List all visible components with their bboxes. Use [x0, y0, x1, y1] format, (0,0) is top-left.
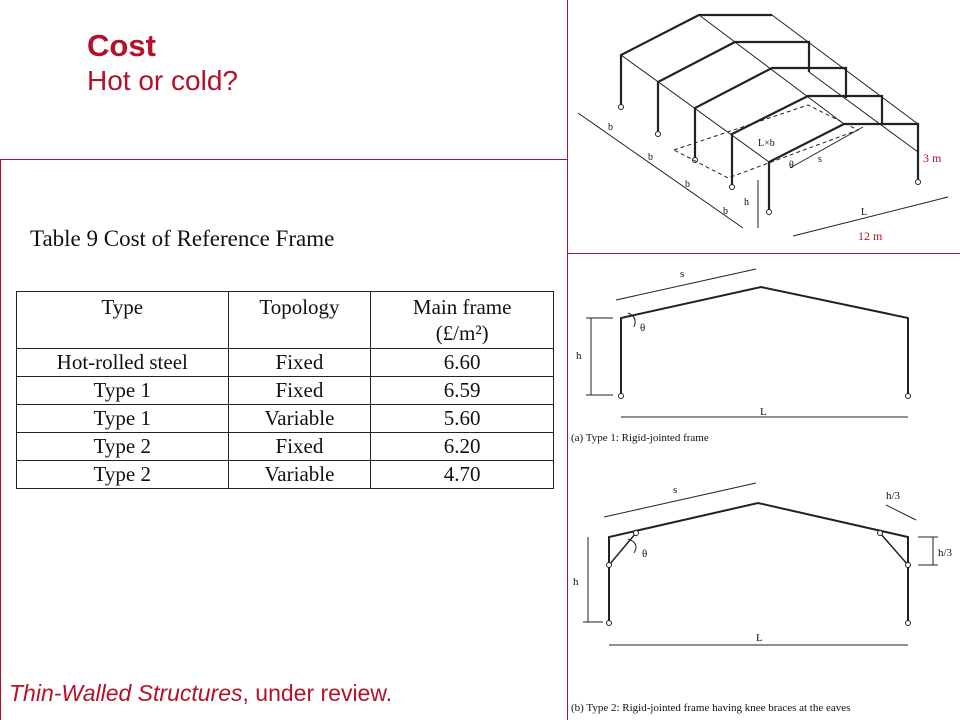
- type1-frame-diagram: [568, 255, 960, 455]
- citation-rest: , under review.: [242, 680, 393, 706]
- label-hf: h: [744, 197, 749, 208]
- label-bf-2: b: [648, 152, 653, 163]
- type2-dim-lines: [583, 483, 938, 645]
- divider-right-horizontal: [568, 253, 960, 254]
- frame-1: [621, 15, 772, 105]
- cell-cost: 6.20: [371, 433, 554, 461]
- type2-label-theta: θ: [642, 548, 648, 560]
- cell-type: Hot-rolled steel: [17, 349, 229, 377]
- type2-frame-diagram: [568, 465, 960, 720]
- citation: [9, 680, 392, 707]
- citation-journal: Thin-Walled Structures: [9, 680, 243, 706]
- cost-table: [16, 291, 554, 489]
- header-unit: (£/m²): [435, 321, 489, 345]
- table-row: [17, 349, 554, 377]
- header-type: Type: [17, 292, 229, 349]
- type2-caption: (b) Type 2: Rigid-jointed frame having knee braces at the eaves: [571, 702, 851, 714]
- type2-label-h: h: [573, 576, 579, 588]
- header-main-frame-label: Main frame: [412, 295, 512, 319]
- table-header-row: [17, 292, 554, 349]
- type1-label-l: L: [760, 406, 767, 418]
- cell-type: Type 2: [17, 433, 229, 461]
- divider-horizontal: [0, 159, 567, 160]
- type1-frame: [621, 287, 908, 395]
- dimension-lines: [578, 113, 948, 236]
- cell-cost: 6.60: [371, 349, 554, 377]
- table-row: [17, 433, 554, 461]
- cell-cost: 5.60: [371, 405, 554, 433]
- cell-topology: Variable: [228, 461, 371, 489]
- annotation-3m: 3 m: [923, 151, 942, 165]
- table-caption: Table 9 Cost of Reference Frame: [30, 226, 335, 251]
- slide-title: Cost: [87, 28, 156, 63]
- type1-label-theta: θ: [640, 322, 646, 334]
- knee-braces: [609, 533, 908, 565]
- slide-title-block: [87, 30, 238, 95]
- type1-label-h: h: [576, 350, 582, 362]
- cell-cost: 6.59: [371, 377, 554, 405]
- table-row: [17, 461, 554, 489]
- portal-frame-3d-diagram: [568, 0, 960, 253]
- cell-topology: Variable: [228, 405, 371, 433]
- cell-topology: Fixed: [228, 377, 371, 405]
- cell-type: Type 1: [17, 377, 229, 405]
- annotation-12m: 12 m: [858, 229, 883, 243]
- frames-group: [621, 15, 918, 210]
- cell-type: Type 2: [17, 461, 229, 489]
- table-row: [17, 377, 554, 405]
- label-sf: s: [818, 154, 822, 165]
- cell-cost: 4.70: [371, 461, 554, 489]
- divider-left: [0, 159, 1, 720]
- type2-label-h3-top: h/3: [886, 490, 901, 502]
- type2-frame: [609, 503, 908, 622]
- header-main-frame: [371, 292, 554, 349]
- cell-topology: Fixed: [228, 433, 371, 461]
- slide-subtitle: Hot or cold?: [87, 65, 238, 96]
- label-lf-bf: L×b: [758, 138, 775, 149]
- type2-label-h3-right: h/3: [938, 547, 953, 559]
- label-bf-4: b: [723, 206, 728, 217]
- type1-caption: (a) Type 1: Rigid-jointed frame: [571, 432, 709, 444]
- label-bf-1: b: [608, 122, 613, 133]
- type2-label-l: L: [756, 632, 763, 644]
- label-lf: L: [861, 207, 868, 218]
- type2-label-s: s: [673, 484, 678, 496]
- cell-topology: Fixed: [228, 349, 371, 377]
- dimension-labels: [608, 122, 867, 218]
- table-row: [17, 405, 554, 433]
- cell-type: Type 1: [17, 405, 229, 433]
- label-bf-3: b: [685, 179, 690, 190]
- type1-label-s: s: [680, 268, 685, 280]
- label-theta: θ: [789, 160, 794, 171]
- header-topology: Topology: [228, 292, 371, 349]
- type1-dim-lines: [586, 269, 908, 417]
